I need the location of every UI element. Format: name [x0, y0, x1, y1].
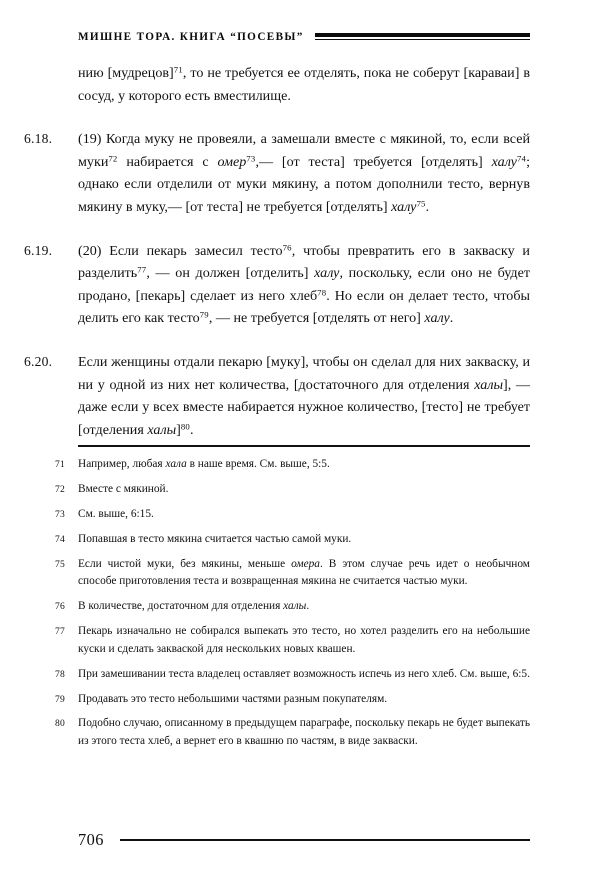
italic-term: хала	[165, 458, 187, 470]
section-6-19	[0, 240, 600, 330]
footnote-text: Подобно случаю, описанному в предыдущем параграфе, поскольку пекарь не будет выпекать из этого теста хлеб, а вернет его в квашню по частям, в виде закваски.	[78, 717, 530, 748]
footnote-ref-79[interactable]: 79	[199, 309, 209, 320]
footnote-ref-80[interactable]: 80	[180, 421, 190, 432]
page-number: 706	[78, 830, 104, 849]
footnote-separator-rule	[78, 445, 530, 447]
footnote-text: В количестве, достаточном для отделения халы.	[78, 600, 310, 613]
italic-term: халы	[147, 421, 177, 438]
footnote-74	[0, 531, 600, 549]
footnote-ref-77[interactable]: 77	[137, 264, 147, 275]
footnote-ref-78[interactable]: 78	[317, 287, 327, 298]
footnote-number: 77	[55, 626, 65, 638]
footnote-number: 75	[55, 558, 65, 570]
footnote-77	[0, 623, 600, 658]
italic-term: халу	[314, 265, 340, 282]
footnote-number: 76	[55, 601, 65, 613]
italic-term: омера	[291, 557, 320, 570]
footnote-number: 78	[55, 668, 65, 680]
footnote-text: Продавать это тесто небольшими частями разным покупателям.	[78, 692, 388, 705]
footnote-text: См. выше, 6:15.	[78, 507, 154, 520]
footnote-73	[0, 506, 600, 524]
footnotes-block	[0, 456, 600, 758]
footnote-text: Вместе с мякиной.	[78, 482, 169, 495]
footnote-ref-72[interactable]: 72	[108, 153, 118, 164]
italic-term: халу	[424, 310, 450, 327]
lead-paragraph-text-after: , то не требуется ее отделять, пока не соберут [караваи] в сосуд, у которого есть вместилище.	[78, 65, 530, 104]
lead-paragraph-text-before: нию [мудрецов]	[78, 65, 174, 81]
lead-paragraph	[0, 62, 600, 107]
italic-term: халу	[391, 198, 417, 215]
footnote-number: 72	[55, 483, 65, 495]
footnote-number: 74	[55, 533, 65, 545]
footnote-number: 80	[55, 718, 65, 730]
section-6-20	[0, 351, 600, 441]
section-number: 6.19.	[24, 242, 53, 258]
footnote-number: 71	[55, 459, 65, 470]
section-number: 6.18.	[24, 131, 53, 147]
italic-term: халы	[474, 376, 504, 393]
folio-rule	[120, 839, 530, 841]
italic-term: омер	[217, 153, 247, 170]
footnote-76	[0, 598, 600, 616]
footnote-72	[0, 481, 600, 499]
footnote-ref-76[interactable]: 76	[282, 242, 292, 253]
italic-term: халы	[283, 600, 307, 613]
footnote-text: Попавшая в тесто мякина считается частью самой муки.	[78, 532, 352, 545]
section-body: (20) Если пекарь замесил тесто$^{76}$, чтобы превратить его в закваску и разделить$^{77}$, — он должен [отделить] халу, поскольку, если оно не будет продано, [пекарь] сделает из него хлеб$^{78}$. Но если он делает тесто, чтобы делить его как тесто$^{79}$, — не требуется [отделять от него] халу.	[78, 242, 530, 327]
footnote-80	[0, 715, 600, 750]
section-6-18	[0, 128, 600, 218]
footnote-text: Пекарь изначально не собирался выпекать это тесто, но хотел разделить его на небольшие куски и сделать закваской для нескольких новых квашен.	[78, 625, 530, 655]
body-text	[0, 62, 600, 441]
footnote-79	[0, 691, 600, 709]
section-body: (19) Когда муку не провеяли, а замешали вместе с мякиной, то, если всей муки$^{72}$ набирается с омер$^{73}$,— [от теста] требуется [отделять] халу$^{74}$; однако если отделили от муки мякину, а потом дополнили тесто, вернув мякину в муку,— [от теста] не требуется [отделять] халу$^{75}$.	[78, 131, 530, 215]
folio	[78, 828, 530, 852]
footnote-text: Если чистой муки, без мякины, меньше омера. В этом случае речь идет о необычном способе приготовления теста и возвращенная мякина не считается частью муки.	[78, 557, 530, 588]
running-head-title: МИШНЕ ТОРА. КНИГА “ПОСЕВЫ”	[78, 31, 304, 43]
running-head	[78, 26, 530, 48]
footnote-75	[0, 556, 600, 591]
footnote-ref-75[interactable]: 75	[416, 198, 426, 209]
footnote-ref-71[interactable]: 71	[173, 64, 183, 75]
footnote-ref-73[interactable]: 73	[246, 153, 256, 164]
footnote-text: При замешивании теста владелец оставляет возможность испечь из него хлеб. См. выше, 6:5.	[78, 667, 530, 680]
footnote-ref-74[interactable]: 74	[516, 153, 527, 164]
footnote-78	[0, 666, 600, 684]
running-head-rule	[315, 33, 530, 42]
italic-term: халу	[491, 153, 517, 170]
section-body: Если женщины отдали пекарю [муку], чтобы он сделал для них закваску, и ни у одной из них нет количества, [достаточного для отделения халы], — даже если у всех вместе набирается нужное количество, [тесто] не требует [отделения халы]$^{80}$.	[78, 353, 530, 438]
footnote-71	[0, 456, 600, 474]
footnote-number: 79	[55, 693, 65, 705]
footnote-text: Например, любая хала в наше время. См. выше, 5:5.	[78, 458, 330, 470]
section-number: 6.20.	[24, 353, 53, 369]
footnote-number: 73	[55, 508, 65, 520]
